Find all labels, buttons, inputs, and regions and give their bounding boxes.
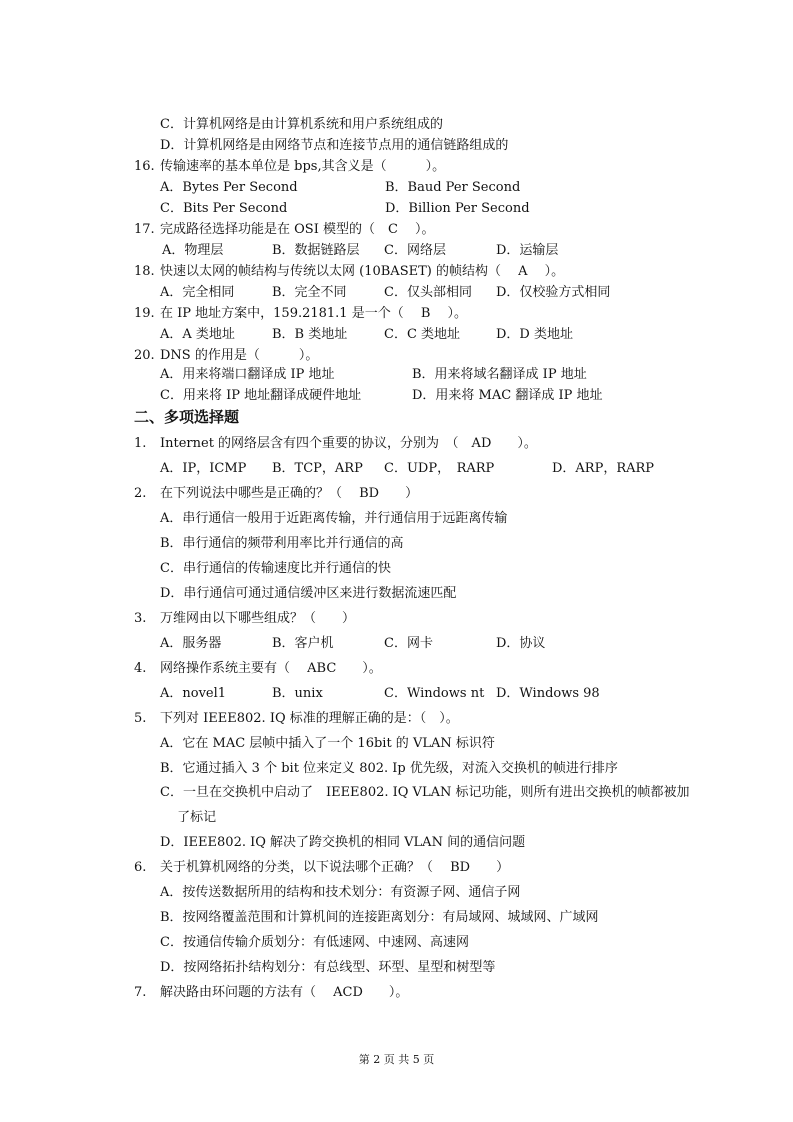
q18-option-d: D．仅校验方式相同 bbox=[496, 285, 611, 300]
m1-option-b: B．TCP，ARP bbox=[272, 461, 363, 476]
m5-option-d: D．IEEE802. IQ 解决了跨交换机的相同 VLAN 间的通信问题 bbox=[160, 835, 526, 850]
m3-text: 万维网由以下哪些组成？（ ） bbox=[160, 611, 356, 626]
q15-option-c: C．计算机网络是由计算机系统和用户系统组成的 bbox=[160, 117, 443, 132]
m3-option-b: B．客户机 bbox=[272, 636, 334, 651]
q16-option-a: A．Bytes Per Second bbox=[160, 180, 298, 195]
m4-option-a: A．novel1 bbox=[160, 686, 227, 701]
q20-option-d: D．用来将 MAC 翻译成 IP 地址 bbox=[412, 388, 603, 403]
m1-option-c: C．UDP， RARP bbox=[384, 461, 495, 476]
m1-option-d: D．ARP，RARP bbox=[552, 461, 655, 476]
q20-option-c: C．用来将 IP 地址翻译成硬件地址 bbox=[160, 388, 362, 403]
m7-number: 7. bbox=[134, 985, 147, 1000]
m2-option-c: C．串行通信的传输速度比并行通信的快 bbox=[160, 561, 391, 576]
m1-option-a: A．IP，ICMP bbox=[160, 461, 247, 476]
m4-option-c: C．Windows nt bbox=[384, 686, 485, 701]
q17-option-b: B．数据链路层 bbox=[272, 243, 360, 258]
m3-option-d: D．协议 bbox=[496, 636, 546, 651]
m4-number: 4. bbox=[134, 661, 147, 676]
m4-option-d: D．Windows 98 bbox=[496, 686, 600, 701]
q19-option-c: C．C 类地址 bbox=[384, 327, 461, 342]
page-footer: 第 2 页 共 5 页 bbox=[358, 1053, 435, 1066]
m6-option-d: D．按网络拓扑结构划分：有总线型、环型、星型和树型等 bbox=[160, 960, 496, 975]
m6-option-a: A．按传送数据所用的结构和技术划分：有资源子网、通信子网 bbox=[160, 885, 521, 900]
q17-option-d: D．运输层 bbox=[496, 243, 559, 258]
q18-option-c: C．仅头部相同 bbox=[384, 285, 472, 300]
q16-number: 16. bbox=[134, 159, 155, 174]
q20-text: DNS 的作用是（ ）。 bbox=[160, 348, 319, 363]
q18-number: 18. bbox=[134, 264, 155, 279]
m3-number: 3. bbox=[134, 611, 147, 626]
m1-number: 1. bbox=[134, 436, 147, 451]
q16-option-b: B．Baud Per Second bbox=[385, 180, 521, 195]
q17-number: 17. bbox=[134, 222, 155, 237]
section-title: 二、多项选择题 bbox=[134, 408, 240, 426]
m2-option-a: A．串行通信一般用于近距离传输，并行通信用于远距离传输 bbox=[160, 511, 508, 526]
m2-text: 在下列说法中哪些是正确的？（ BD ） bbox=[160, 486, 419, 501]
q16-text: 传输速率的基本单位是 bps,其含义是（ ）。 bbox=[160, 159, 446, 174]
m7-text: 解决路由环问题的方法有（ ACD ）。 bbox=[160, 985, 409, 1000]
m1-text: Internet 的网络层含有四个重要的协议，分别为 （ AD ）。 bbox=[160, 436, 537, 451]
m5-option-a: A．它在 MAC 层帧中插入了一个 16bit 的 VLAN 标识符 bbox=[160, 736, 495, 751]
m4-text: 网络操作系统主要有（ ABC ）。 bbox=[160, 661, 382, 676]
m6-text: 关于机算机网络的分类，以下说法哪个正确？（ BD ） bbox=[160, 860, 510, 875]
q20-option-b: B．用来将域名翻译成 IP 地址 bbox=[412, 367, 587, 382]
m6-option-c: C．按通信传输介质划分：有低速网、中速网、高速网 bbox=[160, 935, 469, 950]
m6-number: 6. bbox=[134, 860, 147, 875]
q17-option-c: C．网络层 bbox=[384, 243, 446, 258]
m5-text: 下列对 IEEE802. IQ 标准的理解正确的是：（ ）。 bbox=[160, 711, 459, 726]
m5-option-c: C．一旦在交换机中启动了 IEEE802. IQ VLAN 标记功能，则所有进出交换机的帧都被加 bbox=[160, 785, 690, 800]
q19-number: 19. bbox=[134, 306, 155, 321]
q18-option-b: B．完全不同 bbox=[272, 285, 347, 300]
q19-option-b: B．B 类地址 bbox=[272, 327, 348, 342]
q16-option-d: D．Billion Per Second bbox=[385, 201, 530, 216]
m2-option-b: B．串行通信的频带利用率比并行通信的高 bbox=[160, 536, 404, 551]
q18-text: 快速以太网的帧结构与传统以太网 (10BASET) 的帧结构（ A ）。 bbox=[160, 264, 565, 279]
q17-text: 完成路径选择功能是在 OSI 模型的（ C ）。 bbox=[160, 222, 435, 237]
m2-number: 2. bbox=[134, 486, 147, 501]
m6-option-b: B．按网络覆盖范围和计算机间的连接距离划分：有局域网、城域网、广域网 bbox=[160, 910, 599, 925]
q20-option-a: A．用来将端口翻译成 IP 地址 bbox=[160, 367, 335, 382]
q20-number: 20. bbox=[134, 348, 155, 363]
q19-option-a: A．A 类地址 bbox=[160, 327, 235, 342]
m2-option-d: D．串行通信可通过通信缓冲区来进行数据流速匹配 bbox=[160, 586, 457, 601]
q19-text: 在 IP 地址方案中，159.2181.1 是一个（ B ）。 bbox=[160, 306, 468, 321]
q15-option-d: D．计算机网络是由网络节点和连接节点用的通信链路组成的 bbox=[160, 138, 509, 153]
m3-option-c: C．网卡 bbox=[384, 636, 433, 651]
m4-option-b: B．unix bbox=[272, 686, 323, 701]
m3-option-a: A．服务器 bbox=[160, 636, 222, 651]
q19-option-d: D．D 类地址 bbox=[496, 327, 573, 342]
m5-option-c-cont: 了标记 bbox=[160, 810, 217, 825]
m5-option-b: B．它通过插入 3 个 bit 位来定义 802. Ip 优先级，对流入交换机的帧进行排序 bbox=[160, 761, 618, 776]
q17-option-a: A．物理层 bbox=[162, 243, 224, 258]
m5-number: 5. bbox=[134, 711, 147, 726]
q18-option-a: A．完全相同 bbox=[160, 285, 235, 300]
q16-option-c: C．Bits Per Second bbox=[160, 201, 288, 216]
